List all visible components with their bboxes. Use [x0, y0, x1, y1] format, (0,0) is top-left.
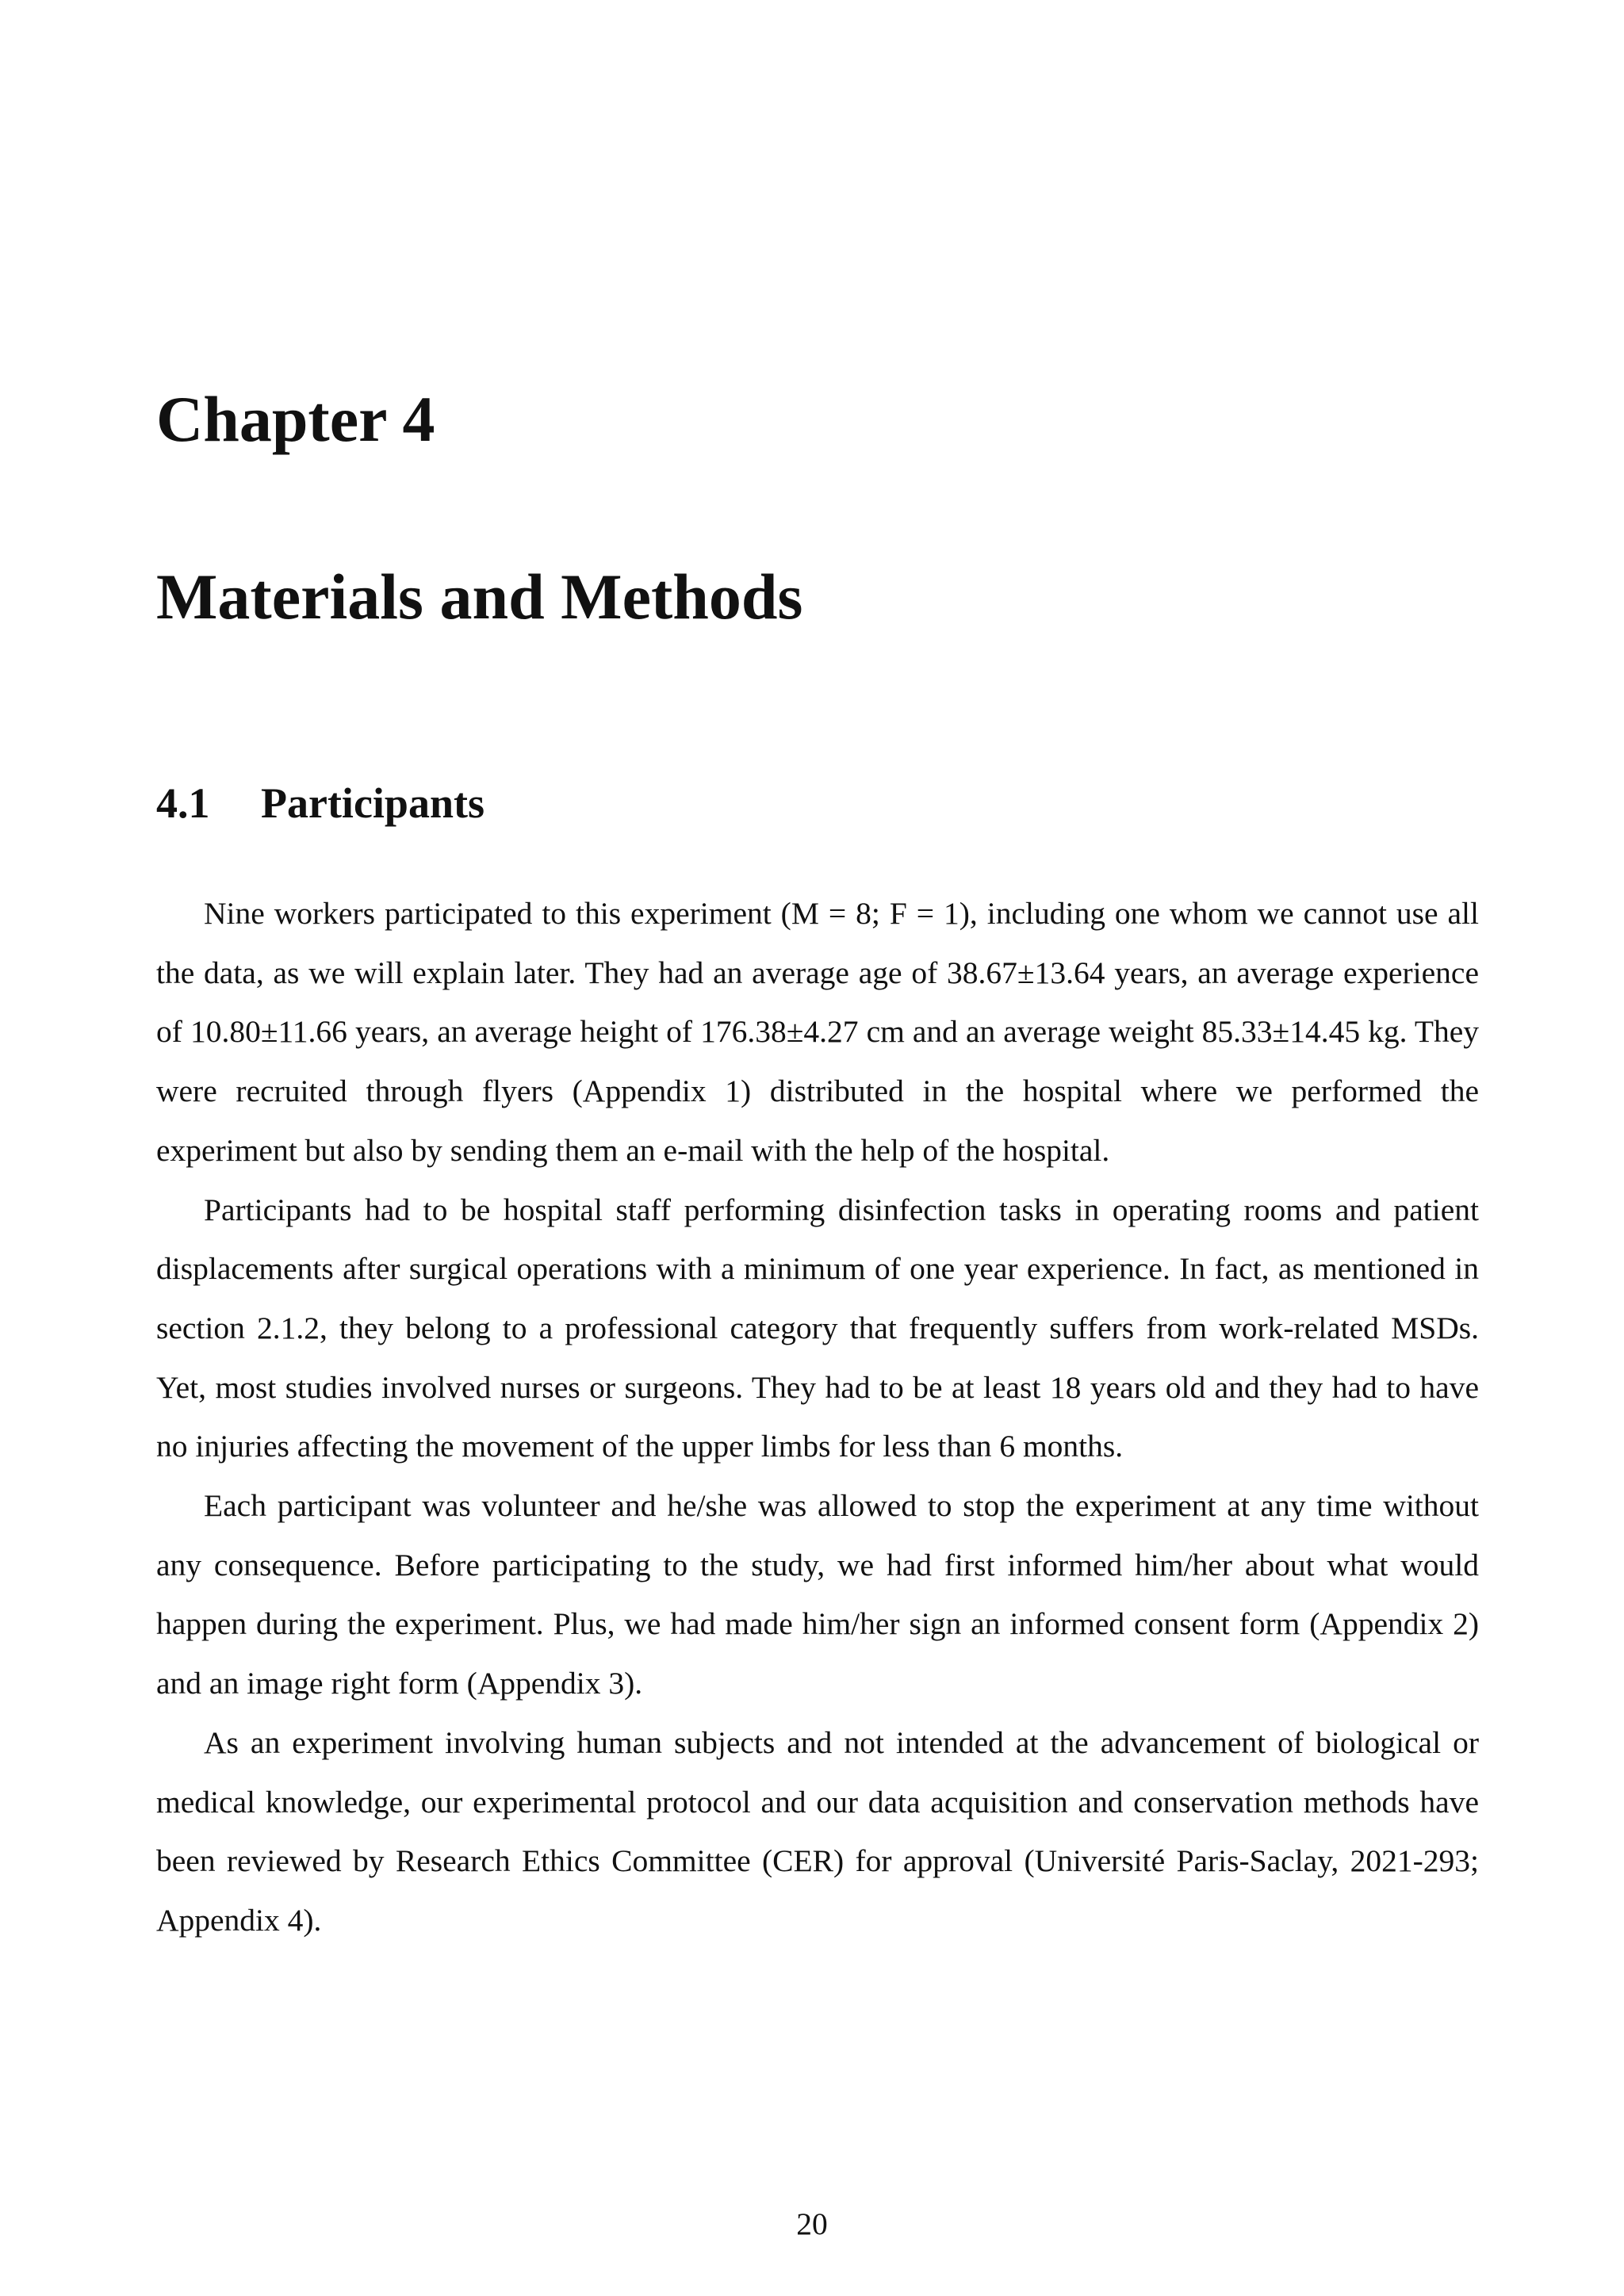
paragraph-3: Each participant was volunteer and he/she was allowed to stop the experiment at any time without any consequence. Before participating to the study, we had first informed him/her about what would happen during the experiment. Plus, we had made him/her sign an informed consent form (Appendix 2) and an image right form (Appendix 3). — [156, 1488, 1479, 1701]
section-body — [156, 884, 1479, 1950]
paragraph-1: Nine workers participated to this experiment (M = 8; F = 1), including one whom we cannot use all the data, as we will explain later. They had an average age of 38.67±13.64 years, an average experience of 10.80±11.66 years, an average height of 176.38±4.27 cm and an average weight 85.33±14.45 kg. They were recruited through flyers (Appendix 1) distributed in the hospital where we performed the experiment but also by sending them an e-mail with the help of the hospital. — [156, 896, 1479, 1168]
chapter-label: Chapter 4 — [156, 383, 435, 455]
section-title: Participants — [261, 779, 485, 827]
paragraph-4: As an experiment involving human subjects and not intended at the advancement of biological or medical knowledge, our experimental protocol and our data acquisition and conservation methods have been reviewed by Research Ethics Committee (CER) for approval (Université Paris-Saclay, 2021-293; Appendix 4). — [156, 1724, 1479, 1938]
section-heading — [156, 779, 485, 827]
paragraph-2: Participants had to be hospital staff performing disinfection tasks in operating rooms and patient displacements after surgical operations with a minimum of one year experience. In fact, as mentioned in section 2.1.2, they belong to a professional category that frequently suffers from work-related MSDs. Yet, most studies involved nurses or surgeons. They had to be at least 18 years old and they had to have no injuries affecting the movement of the upper limbs for less than 6 months. — [156, 1192, 1479, 1464]
page-number: 20 — [796, 2206, 828, 2241]
chapter-title: Materials and Methods — [156, 561, 803, 633]
section-number: 4.1 — [156, 779, 210, 827]
